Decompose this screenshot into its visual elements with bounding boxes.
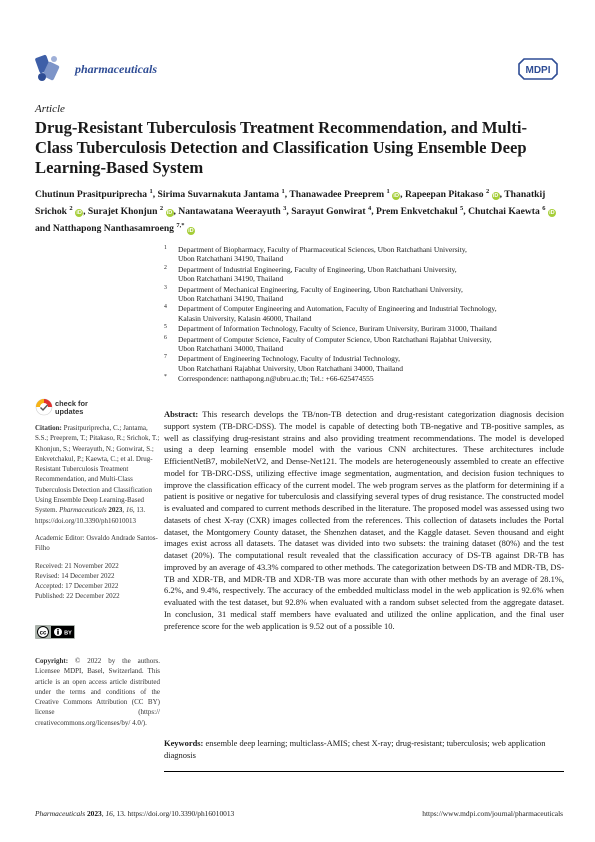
affiliation-item	[164, 304, 564, 323]
affiliation-line: Department of Biopharmacy, Faculty of Pharmaceutical Sciences, Ubon Ratchathani University,	[178, 245, 467, 254]
citation-text: Prasitpuriprecha, C.; Jantama, S.S.; Preeprem, T.; Pitakaso, R.; Srichok, T.; Khonjun, S.; Weerayuth, N.; Gonwirat, S.; Enkvetchakul, P.; Kaewta, C.; et al. Drug-Resistant Tuberculosis Treatment Recommendation, and Multi-Class Tuberculosis Detection and Classification Using Ensemble Deep Learning-Based System.	[35, 424, 160, 515]
footer-journal-url[interactable]: https://www.mdpi.com/journal/pharmaceuticals	[422, 809, 563, 818]
affiliation-line: Correspondence: natthapong.n@ubru.ac.th; Tel.: +66-625474555	[178, 374, 374, 384]
author-separator: and	[35, 223, 53, 235]
affiliation-item	[164, 265, 564, 284]
copyright-notice	[35, 656, 160, 728]
affiliation-number: *	[164, 374, 167, 381]
author-name: Natthapong Nanthasamroeng	[52, 223, 174, 235]
affiliation-line: Ubon Ratchathani 34190, Thailand	[178, 254, 284, 264]
author-separator: ,	[400, 189, 405, 201]
author-separator: ,	[286, 206, 292, 218]
affiliation-number: 1	[164, 245, 167, 251]
affiliation-line: Department of Engineering Technology, Faculty of Industrial Technology,	[178, 354, 401, 364]
author-separator: ,	[83, 206, 88, 218]
affiliation-line: Ubon Ratchathani 34000, Thailand	[178, 344, 284, 354]
affiliation-line: Ubon Ratchathani Rajabhat University, Ubon Ratchathani 34000, Thailand	[178, 363, 403, 373]
affiliations	[164, 245, 564, 385]
affiliation-line: Kalasin University, Kalasin 46000, Thailand	[178, 313, 312, 323]
cc-by-badge[interactable]	[35, 625, 75, 644]
abstract-label: Abstract:	[164, 409, 199, 419]
author-name: Surajet Khonjun	[87, 206, 158, 218]
affiliation-number: 4	[164, 304, 167, 311]
author-name: Sarayut Gonwirat	[291, 206, 366, 218]
dates-block	[35, 561, 160, 602]
orcid-icon[interactable]: iD	[393, 193, 399, 200]
affiliation-number: 2	[164, 264, 167, 271]
keywords-text: ensemble deep learning; multiclass-AMIS; chest X-ray; drug-resistant; tuberculosis; web application diagnosis	[164, 738, 546, 760]
article-type: Article	[35, 103, 65, 115]
citation-doi-link[interactable]: https://doi.org/10.3390/ph16010013	[35, 516, 136, 525]
author-separator: ,	[284, 189, 290, 201]
received-date: Received: 21 November 2022	[35, 561, 119, 570]
copyright-text: © 2022 by the authors. Licensee MDPI, Basel, Switzerland. This article is an open access article distributed under the terms and conditions of the Creative Commons Attribution (CC BY) license (https:// creativecommons.org/licenses/by/ 4.0/).	[35, 657, 161, 727]
author-name: Prem Enkvetchakul	[376, 206, 458, 218]
citation-block: Citation: Prasitpuriprecha, C.; Jantama, S.S.; Preeprem, T.; Pitakaso, R.; Srichok, T.; Khonjun, S.; Weerayuth, N.; Gonwirat, S.; Enkvetchakul, P.; Kaewta, C.; et al. Drug-Resistant Tuberculosis Treatment Recommendation, and Multi-Class Tuberculosis Detection and Classification Using Ensemble Deep Learning-Based System. Pharmaceuticals 2023, 16, 13. https://doi.org/10.3390/ph16010013	[35, 424, 160, 525]
academic-editor: Academic Editor: Osvaldo Andrade Santos-Filho	[35, 533, 158, 553]
journal-name[interactable]: pharmaceuticals	[75, 62, 158, 76]
orcid-icon[interactable]: iD	[549, 210, 555, 217]
author-name: Chutchai Kaewta	[468, 206, 540, 218]
orcid-icon[interactable]: iD	[492, 193, 499, 200]
author-separator: ,	[371, 206, 376, 218]
footer-doi[interactable]: , 13. https://doi.org/10.3390/ph16010013	[112, 809, 235, 818]
footer-volume: 16	[105, 809, 113, 818]
author-separator: ,	[173, 206, 179, 218]
affiliation-item	[164, 285, 564, 304]
author-affiliation-mark: 5	[460, 205, 464, 213]
affiliation-number: 6	[164, 334, 167, 341]
author-name: Sirima Suvarnakuta Jantama	[157, 189, 280, 201]
check-updates-line2: updates	[55, 406, 84, 416]
affiliation-item	[164, 335, 564, 354]
affiliation-item	[164, 354, 564, 373]
cc-license-icon	[35, 625, 75, 639]
author-separator: ,	[499, 189, 505, 201]
accepted-date: Accepted: 17 December 2022	[35, 582, 119, 591]
published-date: Published: 22 December 2022	[35, 592, 120, 601]
copyright-label: Copyright:	[35, 657, 69, 665]
divider-rule	[164, 771, 564, 772]
affiliation-line: Department of Computer Science, Faculty of Computer Science, Ubon Ratchathani Rajabhat University,	[178, 334, 492, 344]
revised-date: Revised: 14 December 2022	[35, 571, 115, 580]
author-affiliation-mark: 1	[149, 188, 153, 195]
affiliation-item	[164, 374, 564, 383]
svg-text:BY: BY	[64, 630, 72, 637]
abstract	[164, 409, 564, 632]
author-affiliation-mark: 6	[542, 205, 546, 213]
affiliation-item	[164, 324, 564, 333]
affiliation-line: Ubon Ratchathani 34190, Thailand	[178, 274, 284, 284]
mdpi-logo	[518, 58, 558, 80]
author-affiliation-mark: 2	[69, 205, 73, 213]
author-list	[35, 185, 563, 237]
affiliation-number: 5	[164, 324, 167, 331]
citation-pages: , 13.	[132, 506, 146, 515]
affiliation-line: Department of Computer Engineering and Automation, Faculty of Engineering and Industrial Technology,	[178, 304, 497, 314]
author-affiliation-mark: 2	[486, 188, 490, 195]
footer-citation: Pharmaceuticals 2023, 16, 13. https://doi.org/10.3390/ph16010013	[35, 809, 235, 818]
svg-text:MDPI: MDPI	[525, 65, 551, 76]
author-affiliation-mark: 1	[386, 188, 390, 195]
abstract-text: This research develops the TB/non-TB detection and drug-resistant categorization diagnosis decision support system (TB-DRC-DSS). The model is capable of detecting both TB-negative and TB-positive samples, as well as classifying drug-resistant strains and also providing treatment recommendations. The model is developed using a deep learning ensemble model with the various CNN architectures. These architectures include EfficientNetB7, mobileNetV2, and Dense-Net121. The models are heterogeneously assembled to create an effective model for TB-DRC-DSS, utilizing effective image segmentation, augmentation, and decision fusion techniques to improve the classification efficacy of the current model. The web program serves as the platform for determining if a patient is positive or negative for tuberculosis and classifying several types of drug resistance. The constructed model is evaluated and compared to current methods described in the literature. The proposed model was assessed using two datasets of chest X-ray (CXR) images collected from the references. This collection of datasets includes the Portal dataset, the Montgomery County dataset, the Shenzhen dataset, and the Kaggle dataset. Seven thousand and eight images exist across all datasets. The dataset was divided into two subsets: the training dataset (80%) and the test dataset (20%). The computational result revealed that the classification accuracy of DS-TB against DR-TB has improved by an average of 43.3% compared to other methods. The categorization between DS-TB and MDR-TB, DS-TB and XDR-TB, and MDR-TB and XDR-TB was more accurate than with other methods by an average of 28.1%, 6.2%, and 9.4%, respectively. The accuracy of the embedded multiclass model in the web application is 92.6% when evaluated with the test dataset, but 92.8% when evaluated with a random subset selected from the aggregate dataset. In conclusion, 31 medical staff members have evaluated and utilized the online application, and the final user preference score for the web application is 9.52 out of a possible 10.	[164, 409, 564, 631]
affiliation-line: Ubon Ratchathani 34190, Thailand	[178, 294, 284, 304]
orcid-icon[interactable]: iD	[188, 227, 194, 234]
page-footer	[35, 809, 563, 818]
author-affiliation-mark: 3	[283, 205, 287, 213]
article-info-sidebar	[35, 423, 160, 609]
orcid-icon[interactable]: iD	[76, 210, 82, 217]
author-name: Nantawatana Weerayuth	[178, 206, 281, 218]
author-affiliation-mark: 7,*	[176, 222, 185, 230]
check-for-updates-icon	[35, 398, 53, 416]
affiliation-number: 3	[164, 284, 167, 291]
affiliation-item	[164, 245, 564, 264]
author-affiliation-mark: 4	[367, 205, 372, 213]
affiliation-number: 7	[164, 354, 167, 361]
orcid-icon[interactable]: iD	[166, 210, 173, 217]
footer-journal: Pharmaceuticals	[35, 809, 86, 818]
author-name: Rapeepan Pitakaso	[404, 189, 484, 201]
author-affiliation-mark: 2	[159, 205, 164, 213]
footer-year: 2023	[86, 809, 102, 818]
citation-label: Citation:	[35, 424, 62, 432]
author-name: Chutinun Prasitpuriprecha	[35, 189, 148, 201]
citation-volume: 16	[125, 506, 133, 515]
affiliation-line: Department of Industrial Engineering, Faculty of Engineering, Ubon Ratchathani University,	[178, 264, 457, 274]
affiliation-line: Department of Mechanical Engineering, Faculty of Engineering, Ubon Ratchathani University,	[178, 284, 463, 294]
keywords-label: Keywords:	[164, 738, 204, 748]
citation-journal: Pharmaceuticals	[59, 506, 107, 515]
author-affiliation-mark: 1	[281, 188, 285, 195]
author-separator: ,	[463, 206, 469, 218]
article-title: Drug-Resistant Tuberculosis Treatment Recommendation, and Multi-Class Tuberculosis Detection and Classification Using Ensemble Deep Learning-Based System	[35, 118, 527, 177]
author-name: Thanawadee Preeprem	[289, 189, 385, 201]
keywords	[164, 738, 564, 762]
svg-text:cc: cc	[39, 630, 47, 637]
author-separator: ,	[152, 189, 158, 201]
check-for-updates-button[interactable]	[35, 398, 105, 420]
affiliation-line: Department of Information Technology, Faculty of Science, Buriram University, Buriram 31000, Thailand	[178, 324, 497, 334]
check-updates-line1: check for	[55, 399, 88, 408]
citation-year: 2023	[108, 506, 123, 515]
author-name: Thanatkij Srichok	[35, 189, 546, 218]
journal-logo-icon	[34, 53, 62, 84]
